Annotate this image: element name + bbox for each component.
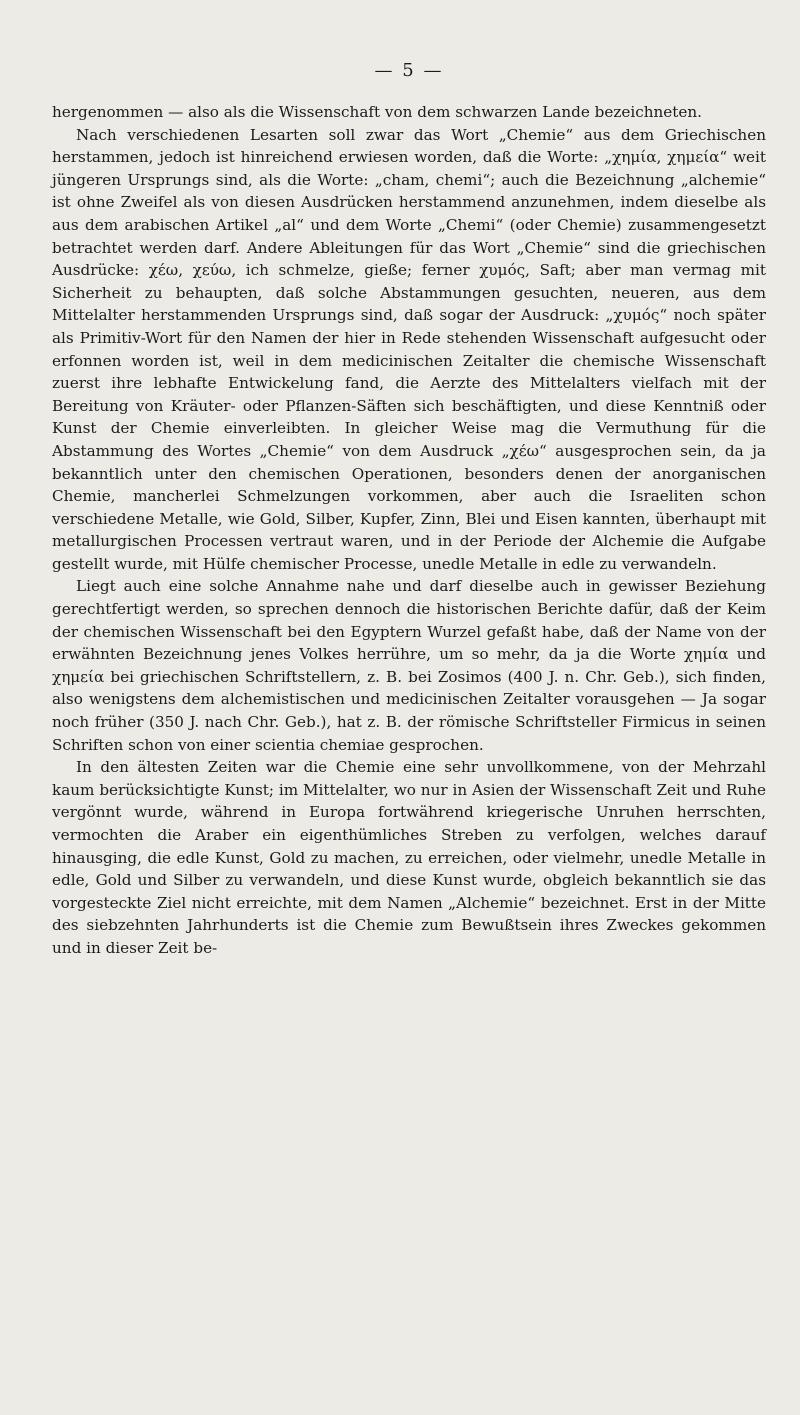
paragraph: hergenommen — also als die Wissenschaft von dem schwarzen Lande bezeichneten. [52, 103, 702, 121]
page-body [52, 101, 766, 960]
paragraph: Liegt auch eine solche Annahme nahe und darf dieselbe auch in gewisser Beziehung gerechtfertigt werden, so sprechen dennoch die historischen Berichte dafür, daß der Keim der chemischen Wissenschaft bei den Egyptern Wurzel gefaßt habe, daß der Name von der erwähnten Bezeichnung jenes Volkes herrühre, um so mehr, da ja die Worte χημία und χημεία bei griechischen Schriftstellern, z. B. bei Zosimos (400 J. n. Chr. Geb.), sich finden, also wenigstens dem alchemistischen und medicinischen Zeitalter vorausgehen — Ja sogar noch früher (350 J. nach Chr. Geb.), hat z. B. der römische Schriftsteller Firmicus in seinen Schriften schon von einer scientia chemiae gesprochen. [52, 577, 766, 754]
page-number: — 5 — [374, 60, 444, 81]
paragraph: In den ältesten Zeiten war die Chemie eine sehr unvollkommene, von der Mehrzahl kaum berücksichtigte Kunst; im Mittelalter, wo nur in Asien der Wissenschaft Zeit und Ruhe vergönnt wurde, während in Europa fortwährend kriegerische Unruhen herrschten, vermochten die Araber ein eigenthümliches Streben zu verfolgen, welches darauf hinausging, die edle Kunst, Gold zu machen, zu erreichen, oder vielmehr, unedle Metalle in edle, Gold und Silber zu verwandeln, und diese Kunst wurde, obgleich bekanntlich sie das vorgesteckte Ziel nicht erreichte, mit dem Namen „Alchemie“ bezeichnet. Erst in der Mitte des siebzehnten Jahrhunderts ist die Chemie zum Bewußtsein ihres Zweckes gekommen und in dieser Zeit be- [52, 758, 766, 957]
paragraph: Nach verschiedenen Lesarten soll zwar das Wort „Chemie“ aus dem Griechischen herstammen, jedoch ist hinreichend erwiesen worden, daß die Worte: „χημία, χημεία“ weit jüngeren Ursprungs sind, als die Worte: „cham, chemi“; auch die Bezeichnung „alchemie“ ist ohne Zweifel als von diesen Ausdrücken herstammend anzunehmen, indem dieselbe als aus dem arabischen Artikel „al“ und dem Worte „Chemi“ (oder Chemie) zusammengesetzt betrachtet werden darf. Andere Ableitungen für das Wort „Chemie“ sind die griechischen Ausdrücke: χέω, χεύω, ich schmelze, gieße; ferner χυμός, Saft; aber man vermag mit Sicherheit zu behaupten, daß solche Abstammungen gesuchten, neueren, aus dem Mittelalter herstammenden Ursprungs sind, daß sogar der Ausdruck: „χυμός“ noch später als Primitiv-Wort für den Namen der hier in Rede stehenden Wissenschaft aufgesucht oder erfonnen worden ist, weil in dem medicinischen Zeitalter die chemische Wissenschaft zuerst ihre lebhafte Entwickelung fand, die Aerzte des Mittelalters vielfach mit der Bereitung von Kräuter- oder Pflanzen-Säften sich beschäftigten, und diese Kenntniß oder Kunst der Chemie einverleibten. In gleicher Weise mag die Vermuthung für die Abstammung des Wortes „Chemie“ von dem Ausdruck „χέω“ ausgesprochen sein, da ja bekanntlich unter den chemischen Operationen, besonders denen der anorganischen Chemie, mancherlei Schmelzungen vorkommen, aber auch die Israeliten schon verschiedene Metalle, wie Gold, Silber, Kupfer, Zinn, Blei und Eisen kannten, überhaupt mit metallurgischen Processen vertraut waren, und in der Periode der Alchemie die Aufgabe gestellt wurde, mit Hülfe chemischer Processe, unedle Metalle in edle zu verwandeln. [52, 125, 766, 573]
